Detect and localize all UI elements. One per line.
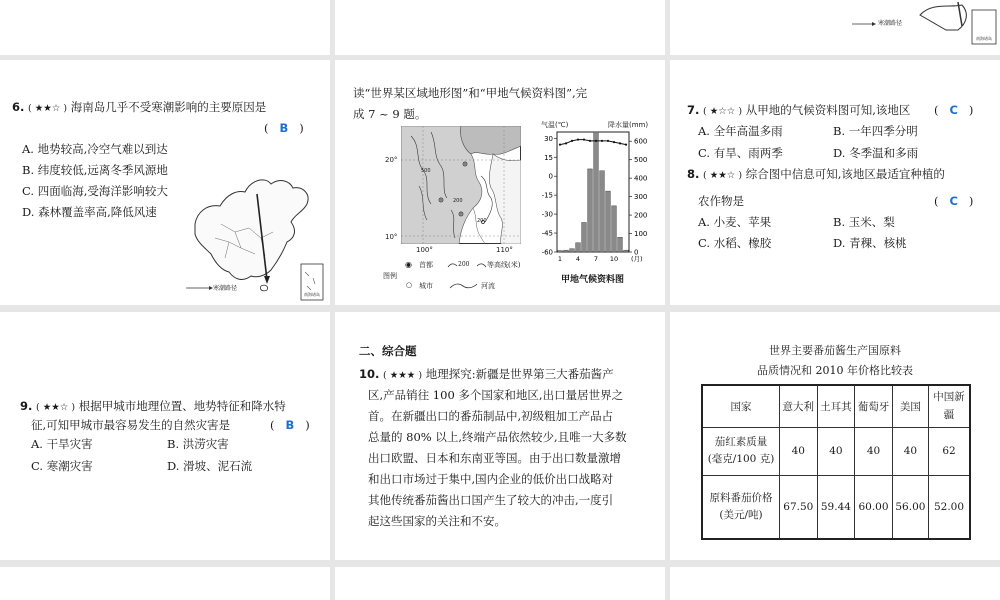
- question-6-panel: [0, 60, 330, 305]
- temperature-point: [601, 140, 603, 142]
- answer-letter: B: [285, 418, 295, 432]
- contour-label-200-a: 200: [453, 198, 463, 204]
- table-cell: 52.00: [929, 475, 971, 539]
- temperature-tick-label: 15: [544, 153, 553, 162]
- south-sea-islands-label: 南海诸岛: [304, 292, 320, 297]
- precipitation-bar: [600, 171, 605, 252]
- question-6-stem: [12, 97, 266, 119]
- temperature-point: [571, 140, 573, 142]
- table-title-line-2: 品质情况和 2010 年价格比较表: [757, 364, 913, 377]
- temperature-tick-label: -45: [541, 229, 553, 238]
- section-heading: 二、综合题: [359, 344, 417, 358]
- question-7-8-panel: [670, 60, 1000, 305]
- latitude-10-label: 10°: [385, 233, 398, 241]
- longitude-110-label: 110°: [496, 246, 513, 254]
- question-10-panel: [335, 312, 665, 560]
- table-row: [702, 475, 970, 539]
- china-cold-wave-map: [185, 172, 325, 302]
- option-c: C. 寒潮灾害: [31, 459, 93, 473]
- precipitation-tick-label: 500: [634, 156, 648, 165]
- legend-city-symbol: ○: [406, 281, 413, 289]
- question-9-stem-line-2: 征,可知甲城市最容易发生的自然灾害是: [31, 418, 231, 432]
- precipitation-bar: [624, 250, 629, 252]
- longitude-100-label: 100°: [416, 246, 433, 254]
- temperature-point: [583, 138, 585, 140]
- temperature-point: [619, 142, 621, 144]
- precipitation-bar: [570, 249, 575, 252]
- question-text: 海南岛几乎不受寒潮影响的主要原因是: [70, 100, 267, 114]
- table-cell: 59.44: [817, 475, 855, 539]
- option-d: D. 冬季温和多雨: [833, 146, 919, 160]
- legend-city-text: 城市: [419, 282, 433, 290]
- temperature-point: [559, 144, 561, 146]
- difficulty-stars: ( ★★☆ ): [36, 402, 76, 413]
- question-10-line-6: 和出口市场过于集中,国内企业的低价出口战略对: [368, 472, 614, 486]
- precipitation-tick-label: 200: [634, 211, 648, 220]
- precipitation-tick-label: 0: [634, 248, 639, 257]
- answer-letter: C: [949, 194, 958, 208]
- question-text: 综合图中信息可知,该地区最适宜种植的: [745, 167, 945, 181]
- latitude-20-label: 20°: [385, 156, 398, 164]
- precipitation-axis-label: 降水量(mm): [608, 121, 649, 129]
- table-header-row: [702, 385, 970, 427]
- question-number: 6.: [12, 100, 25, 114]
- legend-river-text: 河流: [481, 282, 495, 290]
- answer-bracket: ( C ): [934, 103, 974, 117]
- month-tick-label: 1: [557, 255, 563, 263]
- header-turkey: 土耳其: [817, 385, 855, 427]
- climate-chart: [533, 124, 663, 274]
- option-a: A. 干旱灾害: [31, 437, 93, 451]
- option-a: A. 小麦、苹果: [698, 215, 772, 229]
- question-10-line-7: 其他传统番茄酱出口国产生了较大的冲击,一度引: [368, 493, 614, 507]
- option-c: C. 四面临海,受海洋影响较大: [22, 184, 168, 198]
- temperature-tick-label: -30: [541, 210, 553, 219]
- table-cell: 62: [929, 427, 971, 475]
- legend-capital-symbol: ◉: [405, 260, 412, 269]
- question-text: 根据甲城市地理位置、地势特征和降水特: [78, 399, 286, 413]
- answer-letter: B: [279, 121, 289, 135]
- option-b: B. 纬度较低,远离冬季风源地: [22, 163, 168, 177]
- top-middle-panel: [335, 0, 665, 55]
- month-tick-label: 7: [593, 255, 599, 263]
- temperature-tick-label: 30: [544, 134, 553, 143]
- row-label-price: 原料番茄价格 (美元/吨): [702, 475, 780, 539]
- top-right-inset-label: 南海诸岛: [976, 36, 992, 41]
- china-map-fragment: [670, 0, 1000, 55]
- precipitation-bar: [612, 206, 617, 252]
- bottom-middle-panel: [335, 567, 665, 600]
- precipitation-tick-label: 100: [634, 230, 648, 239]
- temperature-axis-label: 气温(℃): [541, 121, 569, 129]
- temperature-tick-label: 0: [548, 172, 553, 181]
- intro-line-1: 读“世界某区域地形图”和“甲地气候资料图”,完: [353, 86, 588, 100]
- option-c: C. 有旱、雨两季: [698, 146, 783, 160]
- table-cell: 40: [892, 427, 928, 475]
- difficulty-stars: ( ★★★ ): [383, 370, 423, 381]
- table-cell: 40: [855, 427, 893, 475]
- plot-frame: [557, 132, 629, 252]
- option-c: C. 水稻、橡胶: [698, 236, 772, 250]
- month-tick-label: 4: [575, 255, 581, 263]
- legend-capital-text: 首都: [419, 261, 433, 269]
- option-a: A. 地势较高,冷空气难以到达: [22, 142, 168, 156]
- precipitation-tick-label: 600: [634, 137, 648, 146]
- header-country: 国家: [702, 385, 780, 427]
- option-b: B. 玉米、梨: [833, 215, 895, 229]
- header-xinjiang: 中国新疆: [929, 385, 971, 427]
- difficulty-stars: ( ★☆☆ ): [703, 106, 743, 117]
- contour-label-500: 500: [421, 168, 431, 174]
- precipitation-bar: [564, 250, 569, 252]
- terrain-map: [401, 126, 521, 244]
- answer-bracket: ( B ): [264, 121, 304, 135]
- comparison-table: [701, 384, 971, 540]
- precipitation-bar: [594, 132, 599, 252]
- question-10-line-8: 起这些国家的关注和不安。: [368, 514, 506, 528]
- question-7-stem: [687, 100, 910, 122]
- map-legend-title: 图例: [383, 272, 397, 280]
- question-8-stem: [687, 164, 945, 186]
- header-italy: 意大利: [780, 385, 818, 427]
- precipitation-bar: [588, 169, 593, 252]
- difficulty-stars: ( ★★☆ ): [703, 170, 743, 181]
- temperature-point: [565, 142, 567, 144]
- intro-line-2: 成 7 ~ 9 题。: [353, 107, 427, 121]
- temperature-point: [577, 138, 579, 140]
- header-usa: 美国: [892, 385, 928, 427]
- table-cell: 40: [780, 427, 818, 475]
- table-cell: 60.00: [855, 475, 893, 539]
- cold-wave-legend-arrow: [185, 284, 215, 292]
- option-b: B. 一年四季分明: [833, 124, 918, 138]
- question-10-line-4: 总量的 80% 以上,终端产品依然较少,且唯一大多数: [368, 430, 627, 444]
- table-row: [702, 427, 970, 475]
- question-number: 9.: [20, 399, 33, 413]
- legend-contour-number: 200: [458, 261, 470, 268]
- top-right-panel: [670, 0, 1000, 55]
- temperature-point: [625, 144, 627, 146]
- option-a: A. 全年高温多雨: [698, 124, 783, 138]
- temperature-line: [560, 140, 626, 145]
- tomato-table-panel: [670, 312, 1000, 560]
- temperature-point: [613, 141, 615, 143]
- option-d: D. 森林覆盖率高,降低风速: [22, 205, 157, 219]
- climate-chart-title: 甲地气候资料图: [561, 275, 625, 285]
- option-b: B. 洪涝灾害: [167, 437, 229, 451]
- precipitation-tick-label: 400: [634, 174, 648, 183]
- temperature-point: [595, 140, 597, 142]
- precipitation-bar: [618, 237, 623, 252]
- question-number: 7.: [687, 103, 700, 117]
- question-10-line-3: 首。在新疆出口的番茄制品中,初级粗加工产品占: [368, 409, 614, 423]
- question-10-line-5: 出口欧盟、日本和东南亚等国。由于出口数量激增: [368, 451, 621, 465]
- legend-contour-text: 等高线(米): [487, 261, 521, 269]
- row-label-lycopene: 茄红素质量 (毫克/100 克): [702, 427, 780, 475]
- legend-river-line: [449, 282, 479, 290]
- option-d: D. 滑坡、泥石流: [167, 459, 253, 473]
- month-tick-label: (月): [631, 255, 643, 263]
- question-10-line-1: [359, 364, 614, 386]
- answer-bracket: ( B ): [270, 418, 310, 432]
- question-8-stem-line-2: 农作物是: [698, 194, 744, 208]
- answer-bracket: ( C ): [934, 194, 974, 208]
- table-title-line-1: 世界主要番茄酱生产国原料: [769, 344, 901, 357]
- question-10-line-2: 区,产品销往 100 多个国家和地区,出口量居世界之: [368, 388, 624, 402]
- option-d: D. 青稞、核桃: [833, 236, 907, 250]
- table-cell: 56.00: [892, 475, 928, 539]
- temperature-tick-label: -60: [541, 248, 553, 257]
- answer-letter: C: [949, 103, 958, 117]
- question-text: 从甲地的气候资料图可知,该地区: [745, 103, 911, 117]
- precipitation-tick-label: 300: [634, 193, 648, 202]
- month-tick-label: 10: [609, 255, 619, 263]
- difficulty-stars: ( ★★☆ ): [28, 103, 68, 114]
- temperature-point: [607, 140, 609, 142]
- question-number: 10.: [359, 367, 380, 381]
- top-right-legend: 寒潮路径: [878, 20, 903, 27]
- precipitation-bar: [606, 191, 611, 252]
- table-cell: 40: [817, 427, 855, 475]
- header-portugal: 葡萄牙: [855, 385, 893, 427]
- temperature-tick-label: -15: [541, 191, 553, 200]
- table-cell: 67.50: [780, 475, 818, 539]
- question-9-panel: [0, 312, 330, 560]
- cold-wave-legend-text: 寒潮路径: [213, 285, 238, 292]
- temperature-point: [589, 140, 591, 142]
- bottom-right-panel: [670, 567, 1000, 600]
- intro-maps-panel: [335, 60, 665, 305]
- precipitation-bar: [576, 243, 581, 252]
- precipitation-bar: [558, 251, 563, 252]
- question-number: 8.: [687, 167, 700, 181]
- contour-label-200-b: 200: [477, 218, 487, 224]
- bottom-left-panel: [0, 567, 330, 600]
- top-left-panel: [0, 0, 330, 55]
- precipitation-bar: [582, 222, 587, 252]
- question-text: 地理探究:新疆是世界第三大番茄酱产: [425, 367, 614, 381]
